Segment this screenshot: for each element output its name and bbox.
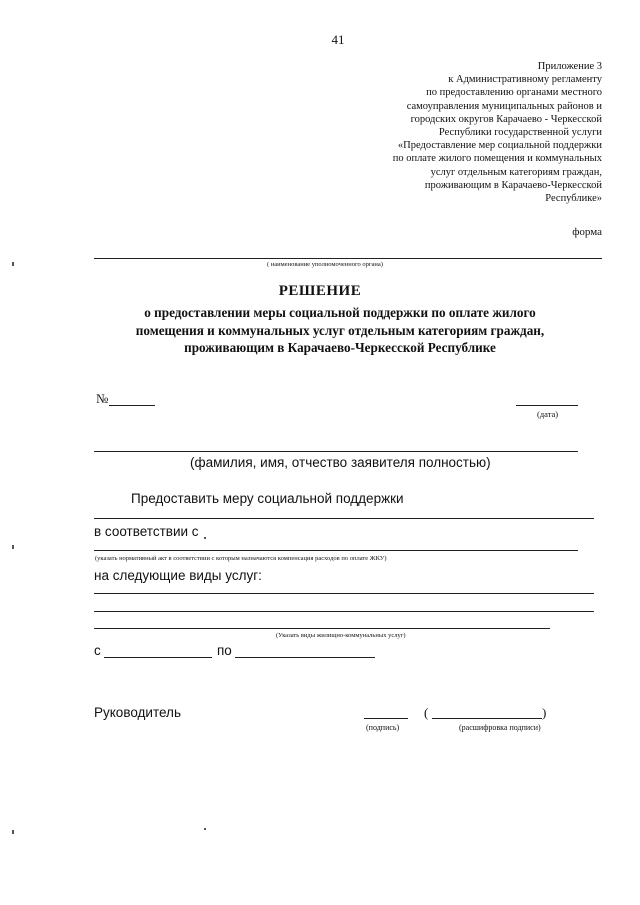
document-title: РЕШЕНИЕ bbox=[278, 283, 362, 299]
appendix-line: Приложение 3 bbox=[537, 61, 602, 72]
appendix-line: Республики государственной услуги bbox=[438, 127, 602, 139]
authority-caption: ( наименование уполномоченного органа) bbox=[267, 261, 383, 268]
appendix-line: по предоставлению органами местного bbox=[426, 87, 602, 99]
services-field-line[interactable] bbox=[94, 611, 594, 612]
subtitle-line: проживающим в Карачаево-Черкесской Республике bbox=[184, 340, 496, 355]
act-caption: (указать нормативный акт в соответствии с которым назначаются компенсация расходов по оплате ЖКУ) bbox=[95, 555, 387, 562]
scan-speck bbox=[204, 828, 206, 830]
appendix-line: Республике» bbox=[545, 193, 602, 205]
signature-field[interactable] bbox=[364, 718, 408, 719]
appendix-line: «Предоставление мер социальной поддержки bbox=[397, 140, 602, 152]
number-field[interactable] bbox=[109, 405, 155, 406]
signature-decoding-field[interactable] bbox=[432, 718, 542, 719]
scan-speck bbox=[12, 545, 14, 549]
head-label: Руководитель bbox=[94, 705, 181, 720]
open-paren: ( bbox=[424, 705, 429, 720]
date-caption: (дата) bbox=[537, 409, 559, 419]
close-paren: ) bbox=[542, 705, 547, 720]
period-from-label: с bbox=[94, 643, 101, 658]
number-label: № bbox=[96, 391, 109, 406]
page-number: 41 bbox=[331, 32, 345, 47]
services-field-line[interactable] bbox=[94, 593, 594, 594]
appendix-line: проживающим в Карачаево-Черкесской bbox=[424, 179, 602, 191]
services-label: на следующие виды услуг: bbox=[94, 568, 262, 583]
appendix-line: к Административному регламенту bbox=[448, 74, 602, 86]
period-from-field[interactable] bbox=[104, 657, 212, 658]
appendix-header bbox=[302, 60, 602, 205]
period-to-label: по bbox=[217, 643, 232, 658]
appendix-line: услуг отдельным категориям граждан, bbox=[430, 166, 602, 178]
applicant-caption: (фамилия, имя, отчество заявителя полностью) bbox=[190, 455, 491, 470]
date-field[interactable] bbox=[516, 405, 578, 406]
decoding-caption: (расшифровка подписи) bbox=[459, 723, 541, 732]
services-field-line[interactable] bbox=[94, 628, 550, 629]
signature-caption: (подпись) bbox=[366, 723, 400, 732]
appendix-line: самоуправления муниципальных районов и bbox=[406, 100, 602, 112]
subtitle-line: о предоставлении меры социальной поддержки по оплате жилого bbox=[144, 305, 536, 320]
support-measure-field[interactable] bbox=[94, 518, 594, 519]
scan-speck bbox=[204, 537, 206, 539]
scan-speck bbox=[12, 262, 14, 266]
form-label: форма bbox=[572, 226, 602, 238]
services-caption: (Указать виды жилищно-коммунальных услуг) bbox=[276, 632, 406, 639]
document-subtitle bbox=[80, 304, 600, 357]
authority-line bbox=[94, 258, 602, 259]
accordance-field[interactable] bbox=[94, 550, 578, 551]
applicant-field[interactable] bbox=[94, 451, 578, 452]
appendix-line: городских округов Карачаево - Черкесской bbox=[410, 113, 602, 125]
period-to-field[interactable] bbox=[235, 657, 375, 658]
provide-text: Предоставить меру социальной поддержки bbox=[131, 491, 404, 506]
accordance-label: в соответствии с bbox=[94, 524, 199, 539]
appendix-line: по оплате жилого помещения и коммунальных bbox=[392, 153, 602, 165]
scan-speck bbox=[12, 830, 14, 834]
subtitle-line: помещения и коммунальных услуг отдельным категориям граждан, bbox=[135, 322, 545, 338]
